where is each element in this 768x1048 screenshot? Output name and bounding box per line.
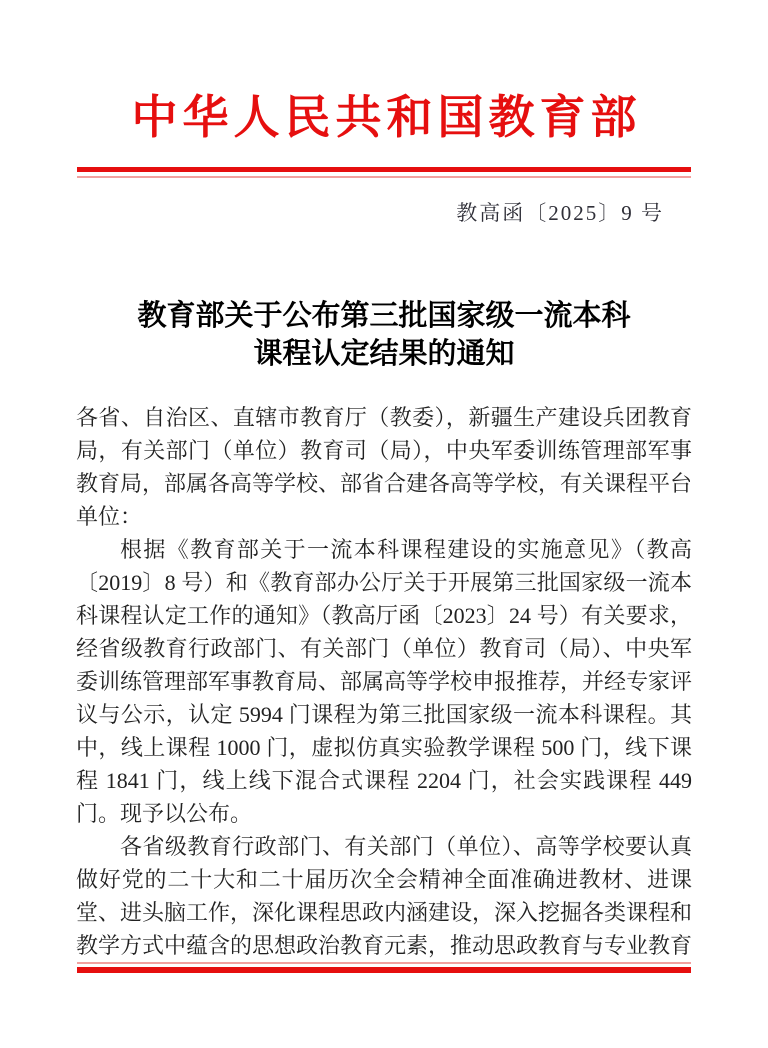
header-rule-thick — [77, 167, 691, 172]
title-line-1: 教育部关于公布第三批国家级一流本科 — [137, 300, 631, 332]
paragraph-announcement: 根据《教育部关于一流本科课程建设的实施意见》（教高〔2019〕8 号）和《教育部办公厅关于开展第三批国家级一流本科课程认定工作的通知》（教高厅函〔2023〕24 号）有关要求，经省级教育行政部门、有关部门（单位）教育司（局）、中央军委训练管理部军事教育局、部属高等学校申报推荐，并经专家评议与公示，认定 5994 门课程为第三批国家级一流本科课程。其中，线上课程 1000 门，虚拟仿真实验教学课程 500 门，线下课程 1841 门，线上线下混合式课程 2204 门，社会实践课程 449 门。现予以公布。 — [76, 537, 693, 826]
header-rule-thin — [77, 176, 691, 178]
header-rule — [77, 167, 691, 178]
document-title — [0, 297, 768, 373]
paragraph-addressees: 各省、自治区、直辖市教育厅（教委），新疆生产建设兵团教育局，有关部门（单位）教育司（局），中央军委训练管理部军事教育局，部属各高等学校、部省合建各高等学校，有关课程平台单位： — [76, 405, 693, 529]
paragraph-requirements: 各省级教育行政部门、有关部门（单位）、高等学校要认真做好党的二十大和二十届历次全会精神全面准确进教材、进课堂、进头脑工作，深化课程思政内涵建设，深入挖掘各类课程和教学方式中蕴含的思想政治教育元素，推动思政教育与专业教育 — [76, 834, 693, 958]
title-line-2: 课程认定结果的通知 — [253, 338, 515, 370]
footer-rule-thick — [77, 967, 691, 973]
agency-name: 中华人民共和国教育部 — [131, 92, 642, 143]
document-body — [76, 401, 692, 962]
footer-rule-thin — [77, 962, 691, 964]
footer-rule — [77, 962, 691, 973]
doc-number: 教高函〔2025〕9 号 — [456, 201, 664, 225]
